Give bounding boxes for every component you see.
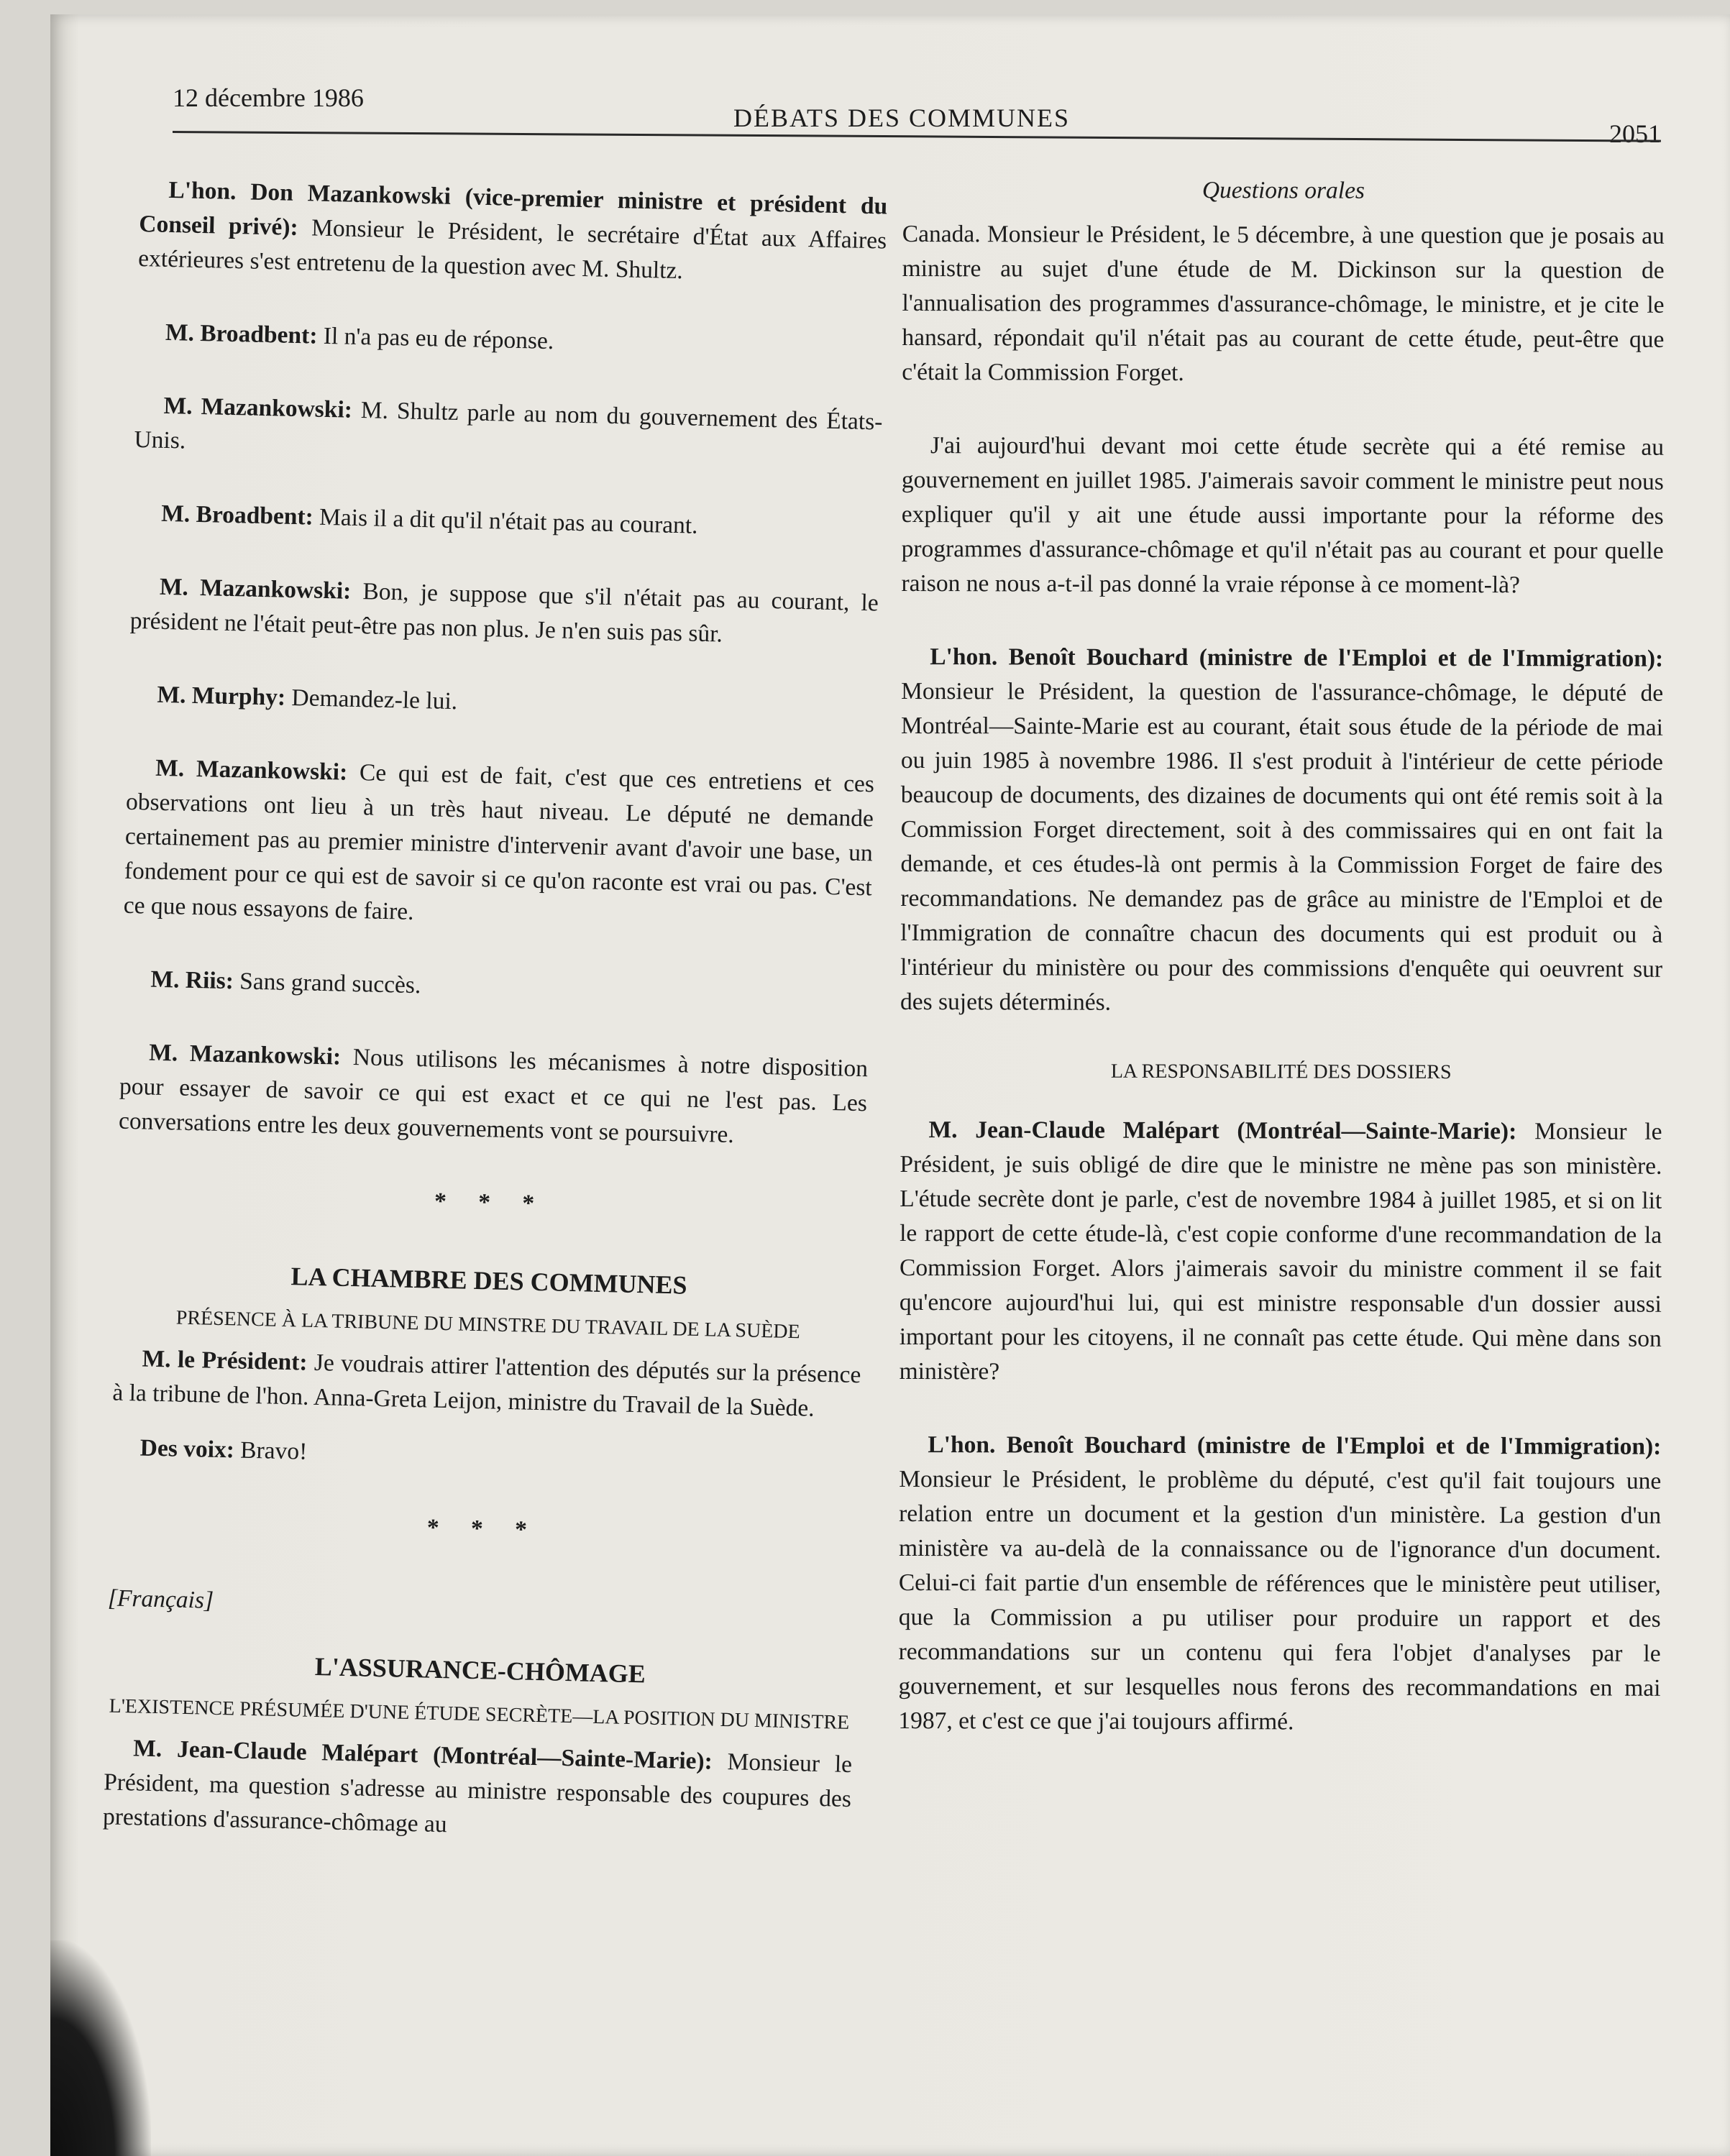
speech-text: Nous utilisons les mécanismes à notre disposition pour essayer de savoir ce qui est exact et ce qui ne l'est pas. Les conversations entre les deux gouvernements vont se poursuivre. bbox=[118, 1043, 869, 1149]
speech-text: M. Shultz parle au nom du gouvernement des États-Unis. bbox=[134, 396, 883, 454]
speech-text: Sans grand succès. bbox=[233, 968, 421, 999]
speaker-name: M. Mazankowski: bbox=[159, 573, 352, 605]
speaker-name: L'hon. Don Mazankowski (vice-premier ministre et président du Conseil privé): bbox=[138, 176, 888, 241]
speech-text: Monsieur le Président, le problème du député, c'est qu'il fait toujours une relation entre un document et la gestion d'un ministère. La gestion d'un ministère va au-delà de la connaissance ou de l'ignorance d'un document. Celui-ci fait partie d'un ensemble de références que le ministère peut utiliser, que la Commission a pu utiliser pour produire un rapport et des recommandations sur un contenu qui fera l'objet d'analyses par le gouvernement, et sur lesquelles nous ferons des recommandations en mai 1987, et c'est ce que j'ai toujours affirmé. bbox=[898, 1465, 1662, 1735]
speech-text: Canada. Monsieur le Président, le 5 décembre, à une question que je posais au ministre au sujet d'une étude de M. Dickinson sur la question de l'annualisation des programmes d'assurance-chômage, le ministre, et je cite le hansard, répondait qu'il n'était pas au courant de cette étude, peut-être que c'était la Commission Forget. bbox=[902, 220, 1665, 387]
header-title: DÉBATS DES COMMUNES bbox=[733, 104, 1071, 132]
section-separator: * * * bbox=[426, 1514, 541, 1544]
speech-paragraph bbox=[123, 751, 874, 940]
speech-text: Bravo! bbox=[234, 1436, 308, 1465]
section-separator: * * * bbox=[434, 1188, 548, 1218]
speaker-name: M. le Président: bbox=[142, 1345, 308, 1376]
speech-text: Monsieur le Président, la question de l'assurance-chômage, le député de Montréal—Sainte-Marie est au courant, était sous étude de la période de mai ou juin 1985 à novembre 1986. Il s'est produit à l'intérieur de cette période beaucoup de documents, des dizaines de documents qui ont été remis soit à la Commission Forget directement, soit à des commissaires qui en ont fait la demande, et ces études-là ont permis à la Commission Forget de faire des recommandations. Ne demandez pas de grâce au ministre de l'Emploi et de l'Immigration de connaître chacun des documents qui est produit ou à l'intérieur du ministère ou pour des commissions d'enquête qui oeuvrent sur des sujets déterminés. bbox=[900, 677, 1664, 1016]
speech-paragraph bbox=[128, 677, 877, 729]
page-number: 2051 bbox=[1609, 119, 1661, 148]
speech-paragraph bbox=[132, 496, 881, 548]
speech-paragraph bbox=[136, 315, 884, 367]
speaker-name: M. Broadbent: bbox=[160, 500, 314, 531]
speech-paragraph bbox=[112, 1341, 861, 1428]
speaker-name: M. Mazankowski: bbox=[155, 754, 348, 786]
speech-paragraph bbox=[122, 962, 870, 1014]
speech-paragraph bbox=[119, 1035, 869, 1156]
speaker-name: M. Mazankowski: bbox=[163, 392, 353, 423]
section-subheading: LA RESPONSABILITÉ DES DOSSIERS bbox=[1110, 1060, 1452, 1084]
speaker-name: Des voix: bbox=[139, 1434, 235, 1464]
section-heading: LA CHAMBRE DES COMMUNES bbox=[290, 1262, 688, 1300]
speech-paragraph bbox=[901, 428, 1664, 603]
speaker-name: M. Jean-Claude Malépart (Montréal—Sainte-Marie): bbox=[928, 1116, 1517, 1145]
speech-text: Monsieur le Président, je suis obligé de dire que le ministre ne mène pas son ministère. L'étude secrète dont je parle, c'est de novembre 1984 à juillet 1985, et si on lit le rapport de cette étude-là, c'est copie conforme d'une recommandation de la Commission Forget. Alors j'aimerais savoir du ministre comment il se fait qu'encore aujourd'hui lui, qui est ministre responsable d'un dossier aussi important pour les citoyens, il ne connaît pas cette étude. Qui mène dans son ministère? bbox=[899, 1118, 1662, 1385]
speech-paragraph bbox=[902, 217, 1665, 392]
speaker-name: L'hon. Benoît Bouchard (ministre de l'Emploi et de l'Immigration): bbox=[930, 643, 1664, 672]
speech-paragraph bbox=[111, 1431, 859, 1482]
speech-text: Il n'a pas eu de réponse. bbox=[317, 322, 554, 355]
speech-paragraph bbox=[898, 1428, 1661, 1740]
speech-text: Bon, je suppose que s'il n'était pas au courant, le président ne l'était peut-être pas non plus. Je n'en suis pas sûr. bbox=[129, 577, 879, 648]
section-subheading: L'EXISTENCE PRÉSUMÉE D'UNE ÉTUDE SECRÈTE—LA POSITION DU MINISTRE bbox=[109, 1694, 850, 1734]
binding-shadow bbox=[50, 1940, 151, 2156]
speech-paragraph bbox=[138, 173, 888, 293]
speech-text: Ce qui est de fait, c'est que ces entretiens et ces observations ont lieu à un très haut niveau. Le député ne demande certainement pas au premier ministre d'intervenir avant d'avoir une base, un fondement pour ce qui est de savoir si ce qu'on raconte est vrai ou pas. C'est ce que nous essayons de faire. bbox=[123, 758, 875, 925]
speech-text: Demandez-le lui. bbox=[285, 684, 458, 715]
speech-paragraph bbox=[900, 640, 1663, 1022]
speaker-name: M. Murphy: bbox=[157, 681, 286, 711]
speaker-name: M. Broadbent: bbox=[165, 318, 318, 349]
column-header: Questions orales bbox=[1202, 177, 1365, 204]
speech-paragraph bbox=[900, 1113, 1662, 1391]
speech-paragraph bbox=[103, 1730, 853, 1851]
header-date: 12 décembre 1986 bbox=[173, 83, 364, 112]
speech-text: Monsieur le Président, ma question s'adresse au ministre responsable des coupures des prestations d'assurance-chômage au bbox=[102, 1748, 853, 1838]
right-column bbox=[898, 173, 1665, 1779]
speech-text: Je voudrais attirer l'attention des députés sur la présence à la tribune de l'hon. Anna-Greta Leijon, ministre du Travail de la Suède. bbox=[112, 1349, 861, 1422]
speaker-name: M. Mazankowski: bbox=[148, 1039, 342, 1070]
speech-text: Mais il a dit qu'il n'était pas au courant. bbox=[313, 503, 698, 539]
section-heading: L'ASSURANCE-CHÔMAGE bbox=[314, 1652, 646, 1689]
speech-text: Monsieur le Président, le secrétaire d'État aux Affaires extérieures s'est entretenu de la question avec M. Shultz. bbox=[137, 214, 887, 285]
speaker-name: M. Riis: bbox=[150, 965, 234, 995]
speech-text: J'ai aujourd'hui devant moi cette étude secrète qui a été remise au gouvernement en juillet 1985. J'aimerais savoir comment le ministre peut nous expliquer qu'il y ait une étude aussi importante pour la réforme des programmes d'assurance-chômage et qu'il n'était pas au courant et pour quelle raison ne nous a-t-il pas donné la vraie réponse à ce moment-là? bbox=[901, 432, 1665, 599]
left-column bbox=[101, 173, 887, 1890]
language-marker: [Français] bbox=[107, 1584, 214, 1614]
speech-paragraph bbox=[134, 388, 883, 474]
speech-paragraph bbox=[129, 569, 879, 656]
speaker-name: M. Jean-Claude Malépart (Montréal—Sainte-Marie): bbox=[132, 1735, 713, 1775]
section-subheading: PRÉSENCE À LA TRIBUNE DU MINSTRE DU TRAVAIL DE LA SUÈDE bbox=[175, 1306, 801, 1344]
speaker-name: L'hon. Benoît Bouchard (ministre de l'Emploi et de l'Immigration): bbox=[928, 1431, 1662, 1460]
